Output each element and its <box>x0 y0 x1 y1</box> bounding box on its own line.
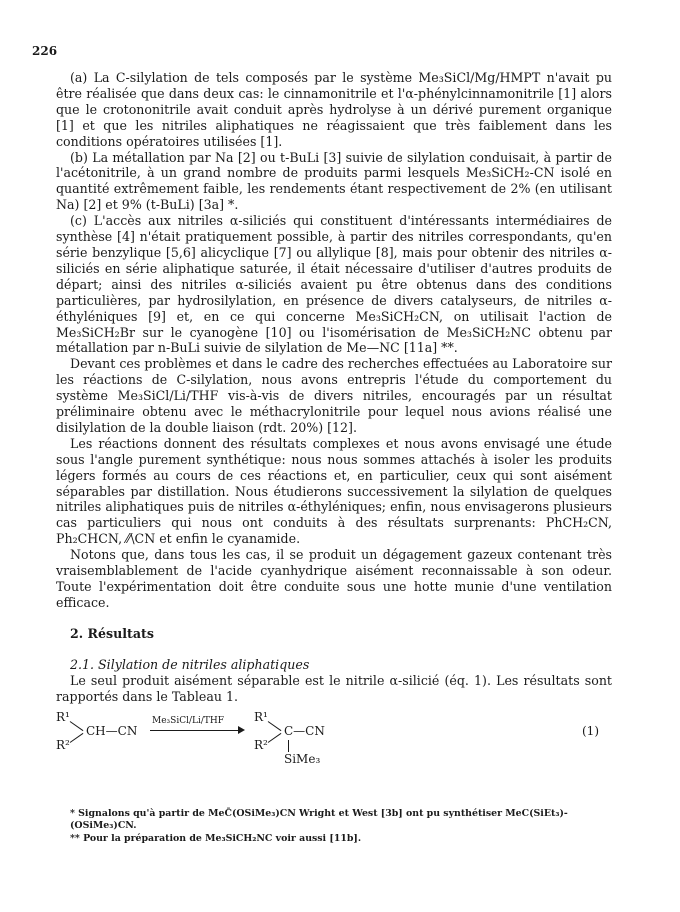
main-text <box>56 70 612 774</box>
paragraph-b: (b) La métallation par Na [2] ou t-BuLi [3] suivie de silylation conduisait, à partir de l'acétonitrile, à un grand nombre de produits parmi lesquels Me₃SiCH₂-CN isolé en quantité extrêmement faible, les rendements étant respectivement de 2% (en utilisant Na) [2] et 9% (t-BuLi) [3a] *. <box>56 149 612 213</box>
equation-number: (1) <box>582 724 599 739</box>
paragraph-problems: Devant ces problèmes et dans le cadre des recherches effectuées au Laboratoire sur les réactions de C-silylation, nous avons entrepris l'étude du comportement du système Me₃SiCl/Li/THF vis-à-vis de divers nitriles, encouragés par un résultat préliminaire obtenu avec le méthacrylonitrile pour lequel nous avions réalisé une disilylation de la double liaison (rdt. 20%) [12]. <box>56 356 612 435</box>
product-bond-r2 <box>268 733 282 743</box>
paragraph-safety: Notons que, dans tous les cas, il se produit un dégagement gazeux contenant très vraisemblablement de l'acide cyanhydrique aisément reconnaissable à son odeur. Toute l'expérimentation doit être conduite sous une hotte munie d'une ventilation efficace. <box>56 547 612 610</box>
bond-r1 <box>70 722 84 732</box>
paragraph-a: (a) La C-silylation de tels composés par le système Me₃SiCl/Mg/HMPT n'avait pu être réalisée que dans deux cas: le cinnamonitrile et l'α-phénylcinnamonitrile [1] alors que le crotononitrile avait conduit après hydrolyse à un dérivé purement organique [1] et que les nitriles aliphatiques ne réagissaient que très faiblement dans les conditions opératoires utilisées [1]. <box>56 70 612 149</box>
paragraph-c: (c) L'accès aux nitriles α-siliciés qui constituent d'intéressants intermédiaires de synthèse [4] n'était pratiquement possible, à partir des nitriles correspondants, qu'en série benzylique [5,6] alicyclique [7] ou allylique [8], mais pour obtenir des nitriles α-siliciés en série aliphatique saturée, il était nécessaire d'utiliser d'autres produits de départ; ainsi des nitriles α-siliciés avaient pu être obtenus dans des conditions particulières, par hydrosilylation, en présence de divers catalyseurs, de nitriles α-éthyléniques [9] et, en ce qui concerne Me₃SiCH₂CN, on utilisait l'action de Me₃SiCH₂Br sur le cyanogène [10] ou l'isomérisation de Me₃SiCH₂NC obtenu par métallation par n-BuLi suivie de silylation de Me—NC [11a] **. <box>56 213 612 356</box>
product-r2: R² <box>254 738 268 753</box>
product-substituent: SiMe₃ <box>284 752 321 767</box>
bond-r2 <box>70 733 84 743</box>
product-center: C—CN <box>284 724 325 739</box>
page-number: 226 <box>32 44 58 58</box>
reactant-r1: R¹ <box>56 710 70 725</box>
subsection-heading: 2.1. Silylation de nitriles aliphatiques <box>70 656 310 672</box>
footnote-2: ** Pour la préparation de Me₃SiCH₂NC voir aussi [11b]. <box>70 832 362 844</box>
section-heading: 2. Résultats <box>70 625 154 641</box>
footnote-1: * Signalons qu'à partir de MeC̄(OSiMe₃)CN Wright et West [3b] ont pu synthétiser MeC(SiEt₃)-(OSiMe₃)CN. <box>70 808 568 832</box>
reaction-arrow <box>150 730 238 731</box>
product-bond-si <box>288 740 289 752</box>
reactant-r2: R² <box>56 738 70 753</box>
subsection-text: Le seul produit aisément séparable est le nitrile α-silicié (éq. 1). Les résultats sont rapportés dans le Tableau 1. <box>56 672 612 704</box>
product-bond-r1 <box>268 722 282 732</box>
reactant-center: CH—CN <box>86 724 138 739</box>
footnotes <box>70 808 610 845</box>
arrow-head <box>238 726 245 734</box>
product-r1: R¹ <box>254 710 268 725</box>
paragraph-reactions: Les réactions donnent des résultats complexes et nous avons envisagé une étude sous l'angle purement synthétique: nous nous sommes attachés à isoler les produits légers formés au cours de ces réactions et, en particulier, ceux qui sont aisément séparables par distillation. Nous étudierons successivement la silylation de quelques nitriles aliphatiques puis de nitriles α-éthyléniques; enfin, nous envisagerons plusieurs cas particuliers qui nous ont conduits à des résultats surprenants: PhCH₂CN, Ph₂CHCN, ⁄⁄\CN et enfin le cyanamide. <box>56 435 612 547</box>
reagent: Me₃SiCl/Li/THF <box>152 716 224 727</box>
equation-1 <box>56 710 612 774</box>
